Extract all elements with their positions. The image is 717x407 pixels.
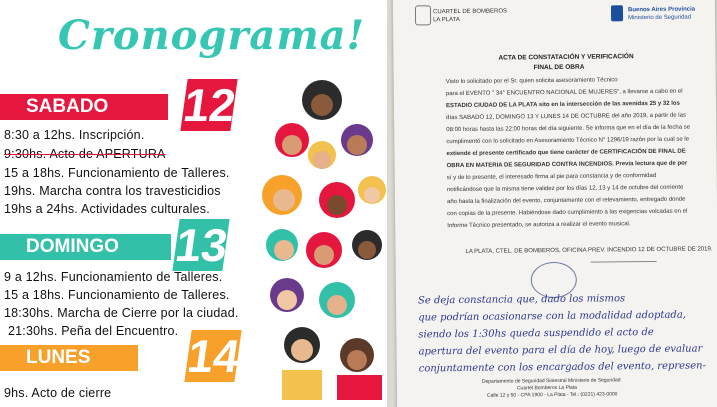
body-line: sí y de lo presente, el interesado firma al pie para constancia y de conformidad [446, 172, 657, 182]
place-date-line: LA PLATA, CTEL. DE BOMBEROS, OFICINA PREV. INCENDIO 12 DE OCTUBRE DE 2019. [465, 246, 713, 255]
handwritten-line: que podrían ocasionarse con la modalidad adoptada, [418, 309, 686, 324]
body-line: OBRA EN MATERIA DE SEGURIDAD CONTRA INCENDIOS. Previa lectura que de por [446, 160, 688, 170]
body-line: cumplimentó con lo solicitado en Asesoramiento Técnico N° 1296/19 razón por la cual se le [446, 136, 690, 146]
fire-dept-logo [415, 5, 431, 25]
official-stamp [531, 262, 577, 298]
footer-line: Cuartel Bomberos La Plata [516, 384, 578, 392]
body-line: días SABADO 12, DOMINGO 13 Y LUNES 14 DE OCTUBRE del año 2019, a partir de las [446, 112, 687, 122]
schedule-line: 8:30 a 12hs. Inscripción. [4, 128, 145, 142]
schedule-line: 18:30hs. Marcha de Cierre por la ciudad. [4, 306, 239, 320]
schedule-line: 9 a 12hs. Funcionamiento de Talleres. [4, 270, 223, 284]
day-number-lunes: 14 [184, 330, 243, 382]
handwritten-line: siendo los 1:30hs queda suspendido el acto de [418, 326, 654, 341]
footer-line: Departamento de Seguridad Siniestral Ministerio de Seguridad [481, 377, 621, 385]
schedule-line: 19hs. Marcha contra los travesticidios [4, 184, 221, 198]
day-band-sabado: SABADO [0, 94, 168, 120]
doc-title-2: FINAL DE OBRA [533, 63, 585, 72]
body-line: notificándose que la misma tiene validez por los días 12, 13 y 14 de octubre del corriente [446, 184, 684, 194]
header-left: CUARTEL DE BOMBEROS [432, 8, 508, 16]
schedule-line: 19hs a 24hs. Actividades culturales. [4, 202, 210, 216]
ministry-logo [611, 5, 623, 21]
doc-title-1: ACTA DE CONSTATACIÓN Y VERIFICACIÓN [498, 53, 634, 62]
header-right-2: Ministerio de Seguridad [628, 14, 692, 22]
schedule-line: 15 a 18hs. Funcionamiento de Talleres. [4, 288, 230, 302]
body-line: 08:00 horas hasta las 22:00 horas del día siguiente. Se informa que en el día de la fecha se [446, 124, 691, 134]
women-illustration [262, 70, 387, 400]
day-number-domingo: 13 [172, 219, 231, 271]
footer-line: Calle 12 y 50 - CPA 1900 - La Plata - Tel.: (0221) 423-0000 [486, 391, 618, 399]
certificate-photo [387, 0, 717, 407]
signature-box [591, 261, 657, 293]
schedule-line: 9hs. Acto de cierre [4, 386, 112, 400]
certificate-document [393, 0, 717, 407]
flyer-title: Cronograma! [58, 12, 366, 59]
day-band-lunes: LUNES [0, 345, 138, 371]
header-right: Buenos Aires Provincia [627, 6, 696, 14]
schedule-line: 21:30hs. Peña del Encuentro. [8, 324, 179, 338]
handwritten-line: Se deja constancia que, dado los mismos [417, 293, 626, 307]
body-line: con copias de la presente. Habiéndose dado cumplimiento a las exigencias volcadas en el [447, 208, 688, 218]
schedule-line: 15 a 18hs. Funcionamiento de Talleres. [4, 166, 230, 180]
body-line: Visto lo solicitado por el Sr. quien solicita asesoramiento Técnico [445, 77, 618, 86]
schedule-line-struck: 9:30hs. Acto de APERTURA [4, 147, 166, 161]
body-line: extiende el presente certificado que tiene carácter de CERTIFICACIÓN DE FINAL DE [446, 148, 686, 158]
body-line: para el EVENTO " 34° ENCUENTRO NACIONAL DE MUJERES", a llevarse a cabo en el [445, 88, 683, 98]
handwritten-line: conjuntamente con los encargados del evento, represen- [418, 360, 706, 375]
day-band-domingo: DOMINGO [0, 234, 171, 260]
handwritten-line: apertura del evento para el día de hoy, luego de evaluar [418, 343, 703, 358]
day-number-sabado: 12 [180, 79, 239, 131]
body-line: Informe Técnico presentado, se autoriza a realizar el evento musical. [447, 221, 631, 230]
header-left-2: LA PLATA [433, 16, 460, 24]
body-line: año hasta la finalización del evento, conjuntamente con el relevamiento, entregado donde [446, 196, 686, 206]
body-line: ESTADIO CIUDAD DE LA PLATA sito en la intersección de las avenidas 25 y 32 los [445, 100, 680, 110]
